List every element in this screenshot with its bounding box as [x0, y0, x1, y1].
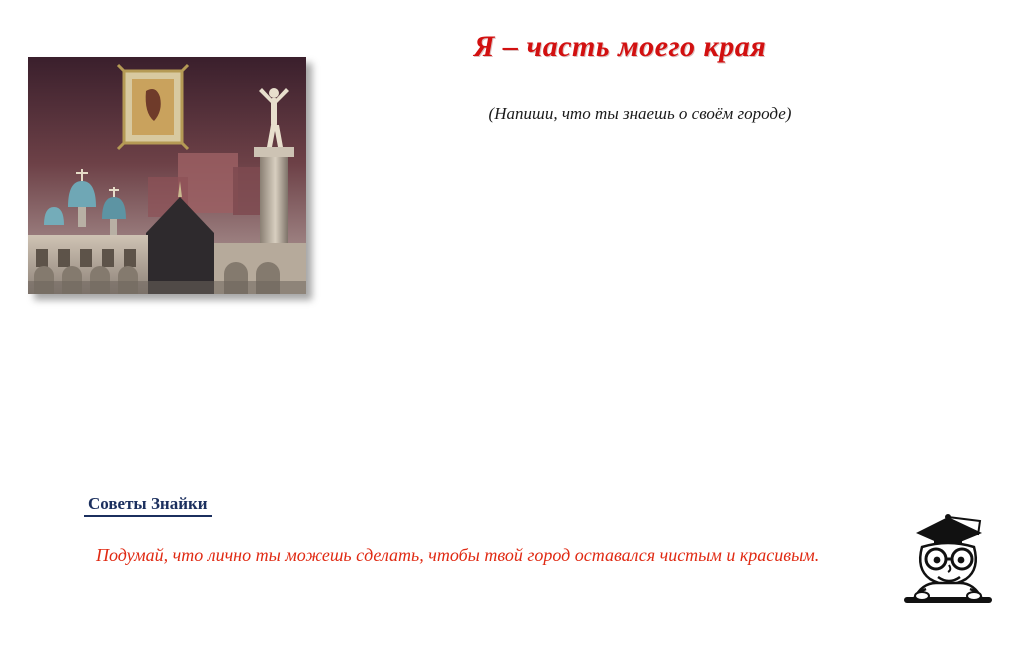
advice-heading: Советы Знайки — [84, 494, 212, 517]
city-collage-illustration — [28, 57, 306, 294]
page-subtitle: (Напиши, что ты знаешь о своём городе) — [488, 104, 792, 123]
page-title: Я – часть моего края — [473, 30, 767, 63]
city-collage-photo — [28, 57, 306, 294]
advice-text: Подумай, что лично ты можешь сделать, чтобы твой город оставался чистым и красивым. — [96, 545, 820, 565]
znayka-character — [896, 503, 1000, 615]
